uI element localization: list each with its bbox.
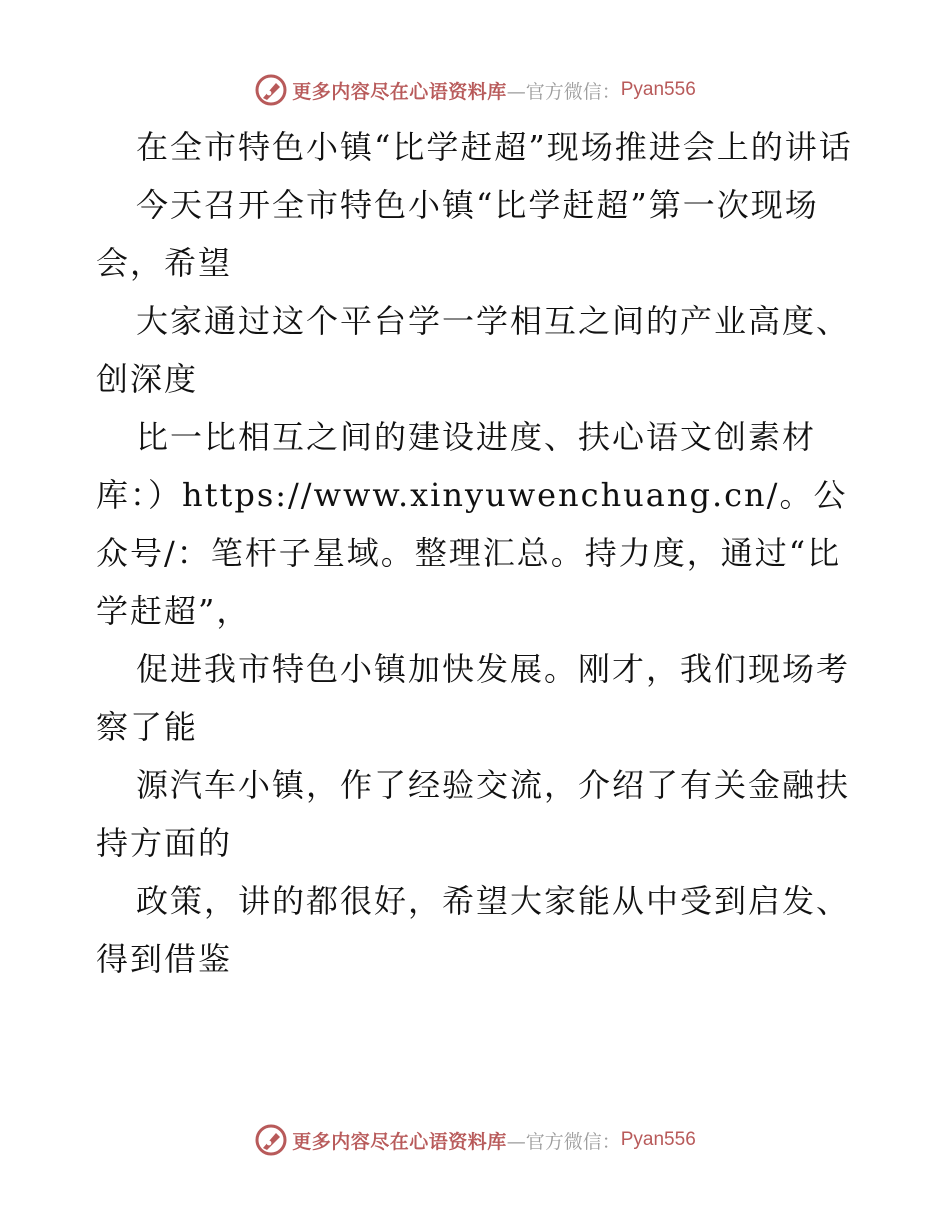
banner-main-text: 更多内容尽在心语资料库 <box>292 80 507 103</box>
pen-nib-icon <box>254 1123 288 1157</box>
footer-banner <box>0 1120 950 1160</box>
paragraph: 促进我市特色小镇加快发展。刚才，我们现场考察了能 <box>96 650 851 746</box>
banner-wechat-id: Pyan556 <box>620 79 696 100</box>
paragraph: 政策，讲的都很好，希望大家能从中受到启发、得到借鉴 <box>96 882 851 978</box>
paragraph: 大家通过这个平台学一学相互之间的产业高度、创深度 <box>96 302 851 398</box>
banner-sub-text: —官方微信： <box>506 1130 621 1153</box>
pen-nib-icon <box>254 73 288 107</box>
banner-sub-text: —官方微信： <box>506 80 621 103</box>
document-body <box>96 118 866 988</box>
header-banner <box>0 70 950 110</box>
paragraph: 比一比相互之间的建设进度、扶心语文创素材库：）https://www.xinyuwenchuang.cn/。公众号/：笔杆子星域。整理汇总。持力度，通过“比学赶超”， <box>96 418 848 630</box>
paragraph: 源汽车小镇，作了经验交流，介绍了有关金融扶持方面的 <box>96 766 851 862</box>
document-title: 在全市特色小镇“比学赶超”现场推进会上的讲话 <box>136 128 853 166</box>
banner-main-text: 更多内容尽在心语资料库 <box>292 1130 507 1153</box>
banner-wechat-id: Pyan556 <box>620 1129 696 1150</box>
paragraph: 今天召开全市特色小镇“比学赶超”第一次现场会，希望 <box>96 186 819 282</box>
